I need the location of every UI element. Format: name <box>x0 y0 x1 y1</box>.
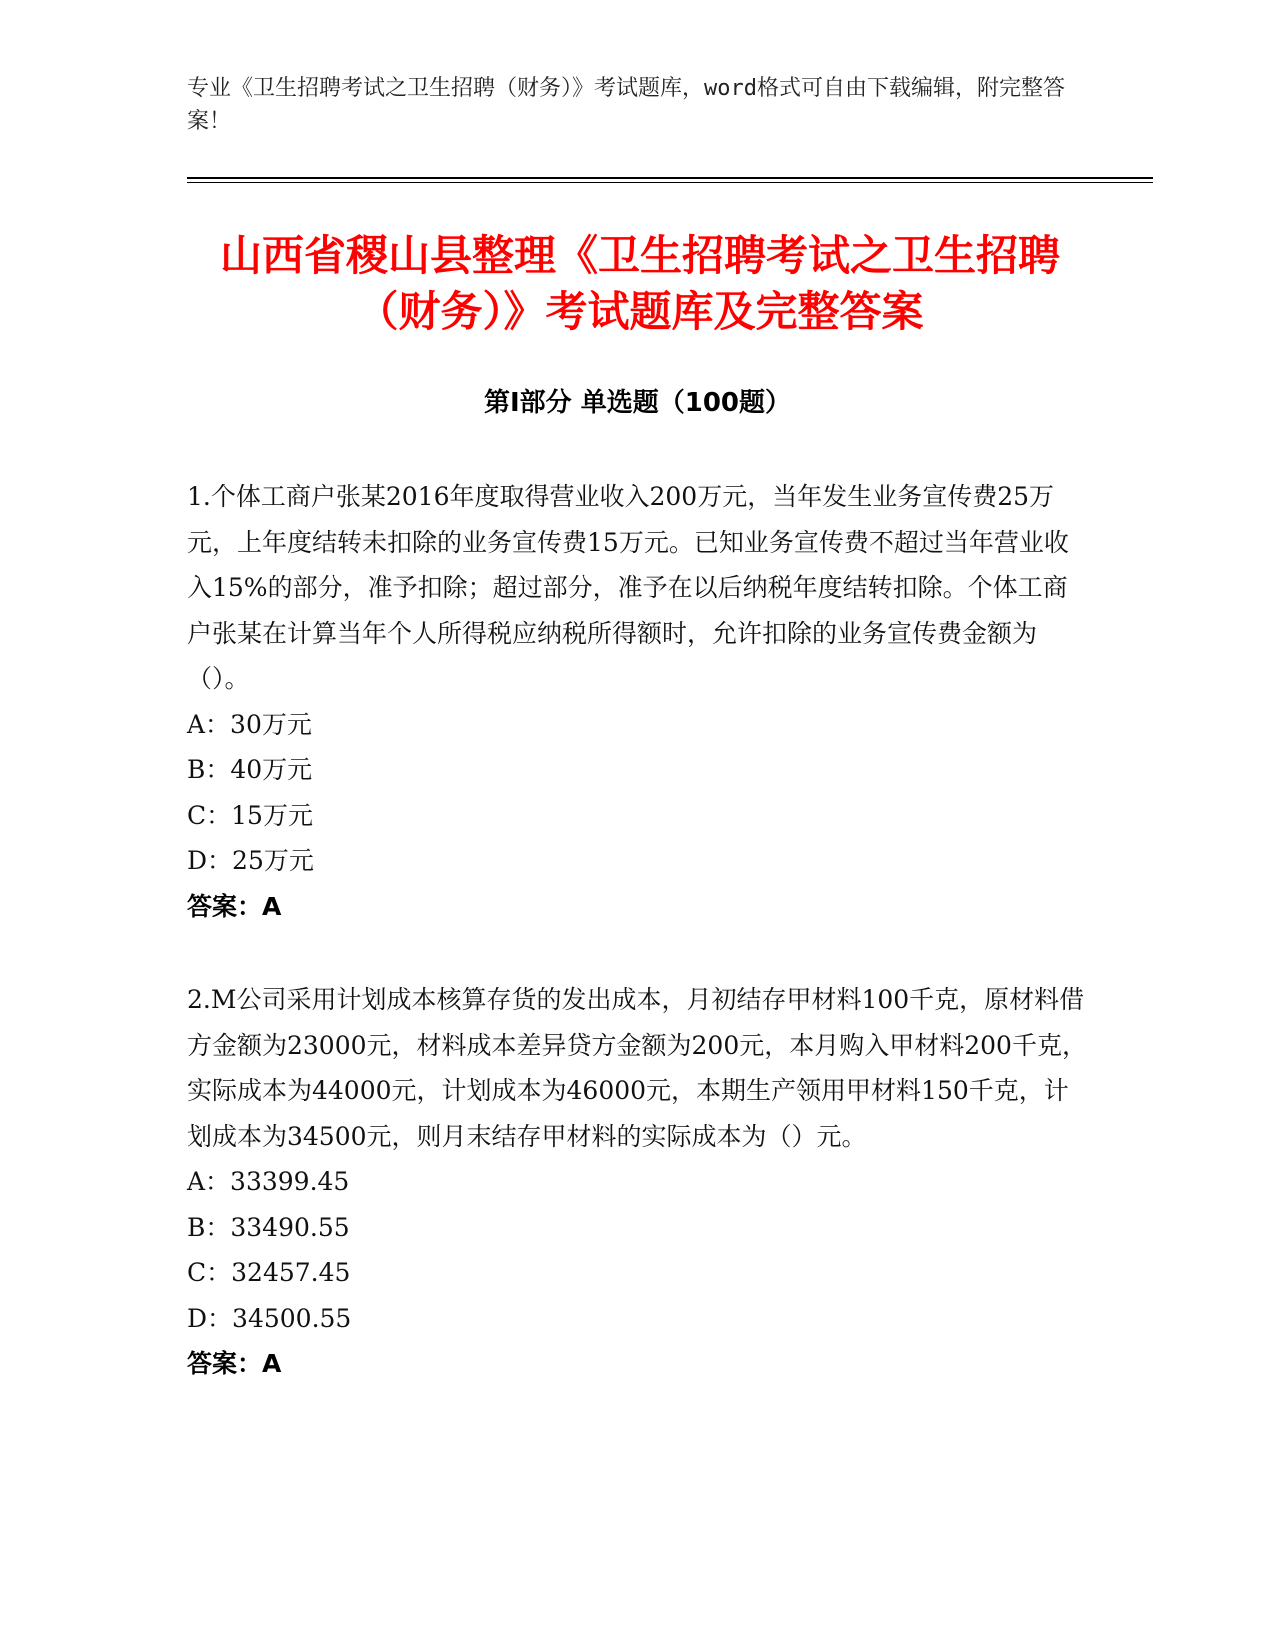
option-c: C：32457.45 <box>187 1258 351 1287</box>
option-a: A：33399.45 <box>187 1167 350 1196</box>
question-item <box>187 977 1087 1387</box>
option-b: B：33490.55 <box>187 1212 350 1242</box>
header-divider-thick <box>187 177 1153 179</box>
option-a: A：30万元 <box>187 709 312 739</box>
document-title: 山西省稷山县整理《卫生招聘考试之卫生招聘（财务）》考试题库及完整答案 <box>219 231 1060 336</box>
section-title: 第Ⅰ部分 单选题（100题） <box>484 388 791 418</box>
option-d: D：34500.55 <box>187 1303 352 1333</box>
header-note: 专业《卫生招聘考试之卫生招聘（财务）》考试题库，word格式可自由下载编辑，附完整答案！ <box>187 76 1065 134</box>
answer-line: 答案：A <box>187 1349 282 1378</box>
question-item <box>187 474 1087 929</box>
option-b: B：40万元 <box>187 755 313 784</box>
question-stem: 1.个体工商户张某2016年度取得营业收入200万元，当年发生业务宣传费25万元，上年度结转未扣除的业务宣传费15万元。已知业务宣传费不超过当年营业收入15%的部分，准予扣除；超过部分，准予在以后纳税年度结转扣除。个体工商户张某在计算当年个人所得税应纳税所得额时，允许扣除的业务宣传费金额为（）。 <box>187 482 1069 693</box>
option-d: D：25万元 <box>187 846 314 875</box>
answer-line: 答案：A <box>187 891 282 921</box>
option-c: C：15万元 <box>187 800 313 830</box>
question-stem: 2.M公司采用计划成本核算存货的发出成本，月初结存甲材料100千克，原材料借方金额为23000元，材料成本差异贷方金额为200元，本月购入甲材料200千克，实际成本为44000元，计划成本为46000元，本期生产领用甲材料150千克，计划成本为34500元，则月末结存甲材料的实际成本为（）元。 <box>187 985 1087 1151</box>
header-divider-thin <box>187 182 1153 183</box>
